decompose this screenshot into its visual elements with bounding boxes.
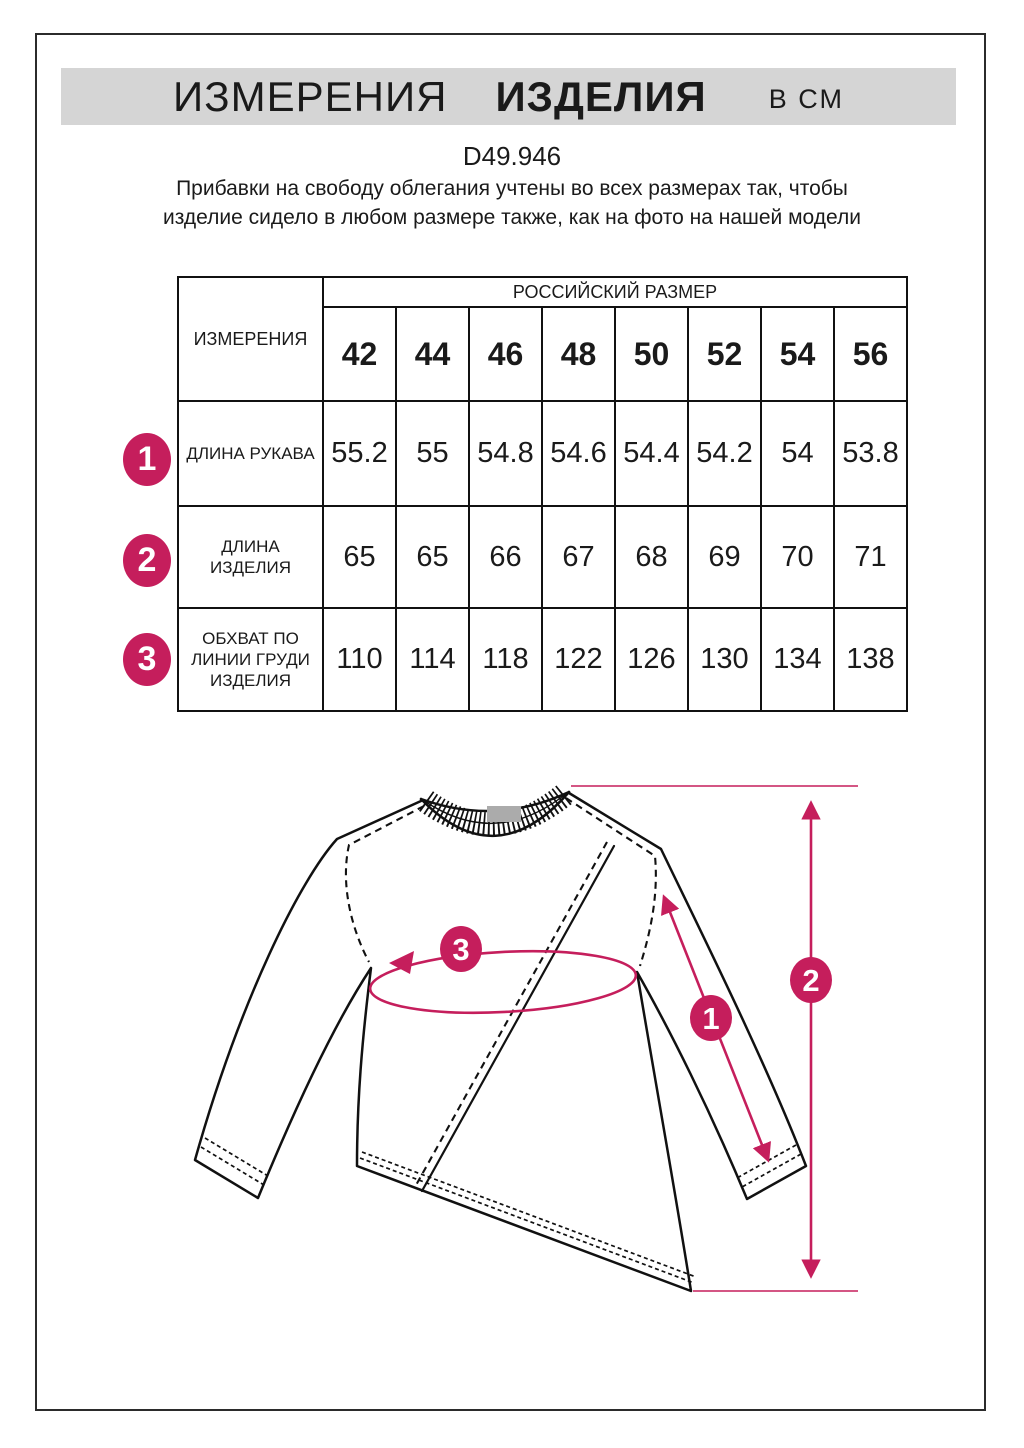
hem-stitching — [360, 1152, 696, 1283]
collar-label-tag — [487, 806, 521, 822]
page-title-product: ИЗДЕЛИЯ — [495, 72, 707, 120]
table-cell: 53.8 — [834, 401, 907, 506]
sketch-badge-3-num: 3 — [452, 932, 470, 967]
right-shoulder-seam — [566, 798, 656, 966]
row-label-sleeve-length: ДЛИНА РУКАВА — [178, 401, 323, 506]
table-cell: 65 — [323, 506, 396, 608]
size-header: 44 — [396, 307, 469, 401]
table-cell: 54 — [761, 401, 834, 506]
table-cell: 69 — [688, 506, 761, 608]
table-cell: 130 — [688, 608, 761, 711]
table-cell: 118 — [469, 608, 542, 711]
size-header: 42 — [323, 307, 396, 401]
right-cuff-stitching — [737, 1145, 801, 1187]
left-cuff-stitching — [201, 1138, 268, 1185]
size-header: 48 — [542, 307, 615, 401]
table-cell: 54.8 — [469, 401, 542, 506]
size-header: 46 — [469, 307, 542, 401]
table-cell: 126 — [615, 608, 688, 711]
measurements-column-header: ИЗМЕРЕНИЯ — [178, 277, 323, 401]
table-cell: 54.6 — [542, 401, 615, 506]
size-header: 50 — [615, 307, 688, 401]
size-header: 56 — [834, 307, 907, 401]
page-title: ИЗМЕРЕНИЯ — [173, 72, 448, 120]
measure-badge-2: 2 — [123, 534, 171, 587]
row-label-chest-girth: ОБХВАТ ПО ЛИНИИ ГРУДИ ИЗДЕЛИЯ — [178, 608, 323, 711]
table-cell: 71 — [834, 506, 907, 608]
row-label-garment-length: ДЛИНА ИЗДЕЛИЯ — [178, 506, 323, 608]
fit-description: Прибавки на свободу облегания учтены во всех размерах так, чтобы изделие сидело в любом размере также, как на фото на нашей модели — [163, 177, 861, 229]
table-cell: 122 — [542, 608, 615, 711]
table-cell: 114 — [396, 608, 469, 711]
size-header: 52 — [688, 307, 761, 401]
diagonal-seam-solid — [422, 846, 614, 1191]
table-cell: 134 — [761, 608, 834, 711]
measure-badge-1: 1 — [123, 433, 171, 486]
table-cell: 54.4 — [615, 401, 688, 506]
table-cell: 67 — [542, 506, 615, 608]
table-cell: 68 — [615, 506, 688, 608]
model-code: D49.946 — [462, 141, 562, 171]
measure-badge-3: 3 — [123, 633, 171, 686]
table-cell: 55 — [396, 401, 469, 506]
table-cell: 65 — [396, 506, 469, 608]
table-cell: 110 — [323, 608, 396, 711]
size-group-header: РОССИЙСКИЙ РАЗМЕР — [323, 277, 907, 307]
table-cell: 138 — [834, 608, 907, 711]
sweater-outline — [195, 793, 806, 1291]
sketch-badge-1-num: 1 — [702, 1001, 720, 1036]
units-label: В СМ — [768, 84, 844, 114]
table-cell: 55.2 — [323, 401, 396, 506]
diagonal-seam-dashed — [415, 842, 607, 1187]
sketch-badge-2-num: 2 — [802, 963, 820, 998]
table-cell: 54.2 — [688, 401, 761, 506]
size-header: 54 — [761, 307, 834, 401]
table-cell: 66 — [469, 506, 542, 608]
table-cell: 70 — [761, 506, 834, 608]
